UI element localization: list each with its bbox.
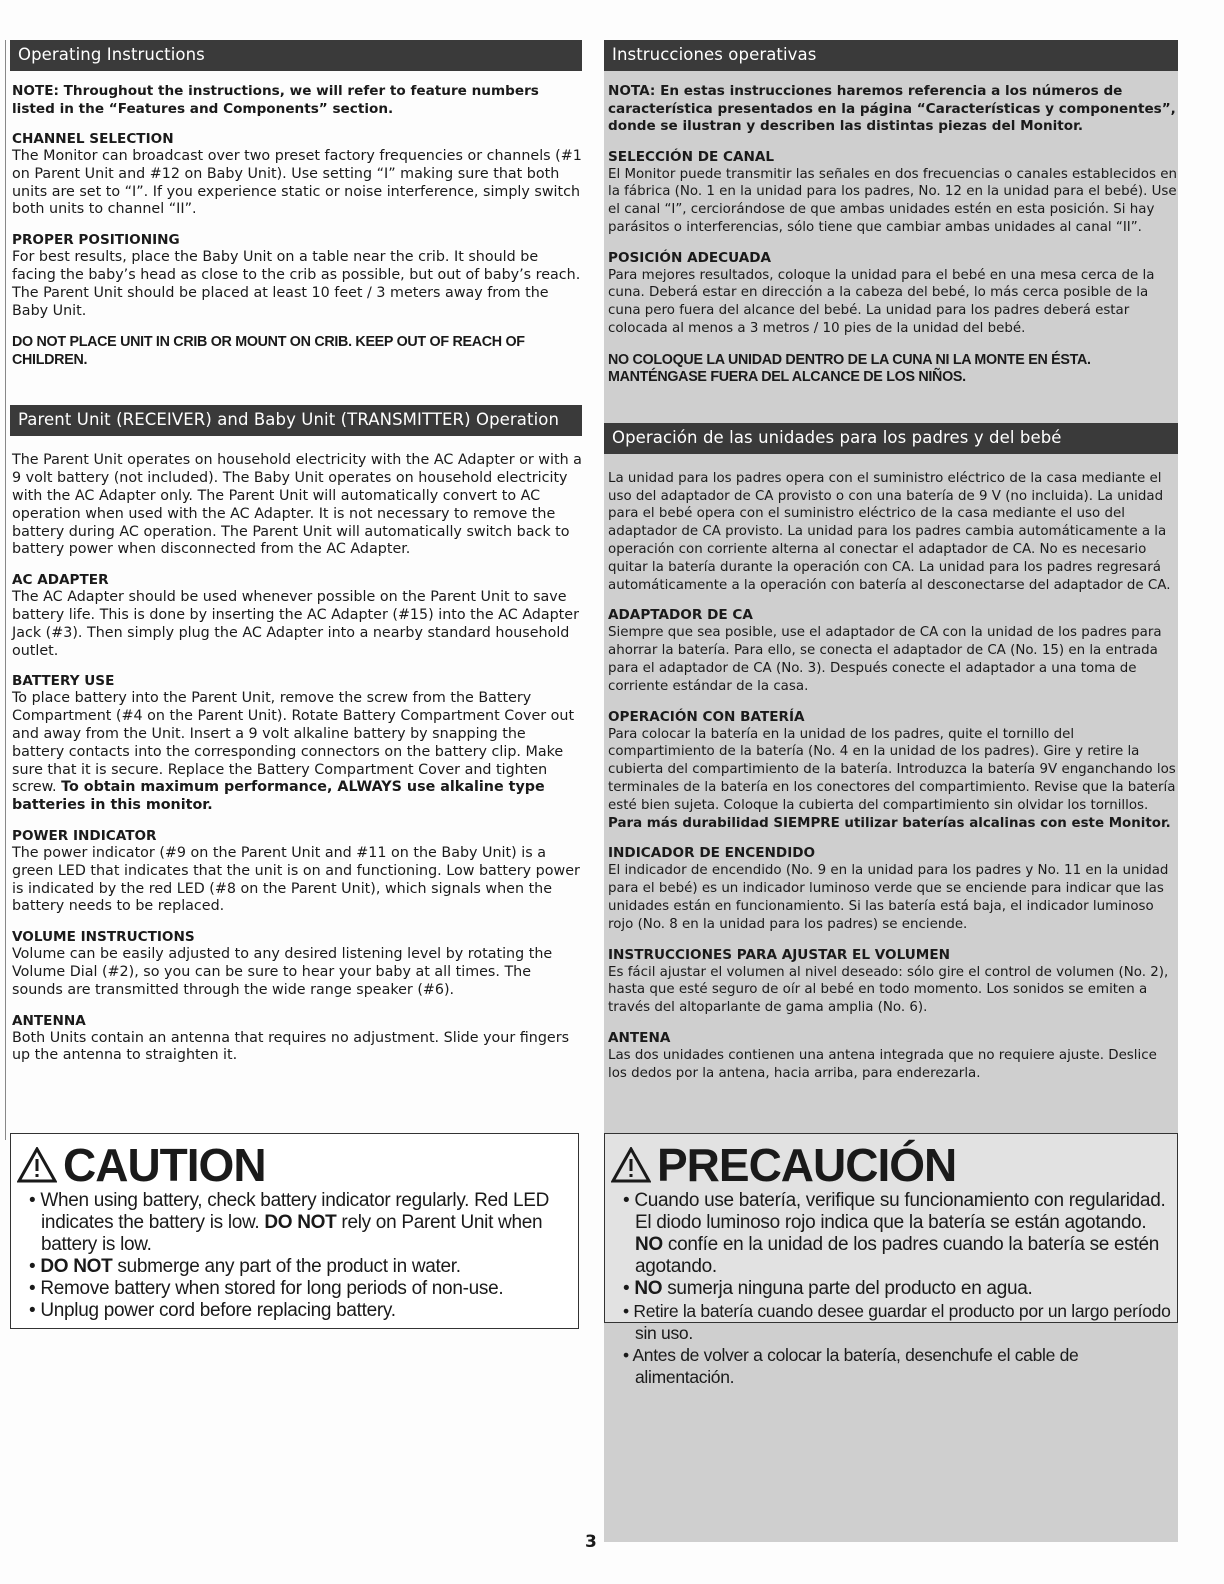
heading-positioning: PROPER POSITIONING — [12, 232, 180, 249]
section-channel — [12, 130, 582, 219]
note: NOTE: Throughout the instructions, we will refer to feature numbers listed in the “Features and Components” section. — [12, 83, 539, 117]
caution-title-text: CAUTION — [63, 1139, 266, 1191]
text-volumen: Es fácil ajustar el volumen al nivel deseado: sólo gire el control de volumen (No. 2), hasta que esté seguro de oír al bebé en todo momento. Los sonidos se emiten a través del altoparlante de gama amplia (No. 6). — [608, 964, 1169, 1016]
warning-cuna: NO COLOQUE LA UNIDAD DENTRO DE LA CUNA NI LA MONTE EN ÉSTA. MANTÉNGASE FUERA DEL ALCANCE DE LOS NIÑOS. — [608, 351, 1091, 386]
caution-item: • Remove battery when stored for long periods of non-use. — [29, 1278, 504, 1299]
caution-emphasis: NO — [634, 1278, 663, 1299]
caution-emphasis: NO — [635, 1234, 663, 1255]
caution-item: • Retire la batería cuando desee guardar el producto por un largo período sin uso. — [623, 1301, 1171, 1343]
section-antena — [608, 1029, 1178, 1083]
heading-posicion: POSICIÓN ADECUADA — [608, 249, 772, 266]
caution-text: sumerja ninguna parte del producto en agua. — [662, 1278, 1033, 1299]
caution-item: • Antes de volver a colocar la batería, desenchufe el cable de alimentación. — [623, 1345, 1079, 1387]
caution-box-es — [604, 1133, 1178, 1387]
heading-antenna: ANTENNA — [12, 1012, 86, 1029]
caution-title-en — [17, 1140, 578, 1190]
caution-text: Unplug power cord before replacing battery. — [40, 1300, 396, 1321]
section-volume — [12, 928, 582, 999]
section-ac — [12, 571, 582, 660]
warning-triangle-icon — [17, 1147, 57, 1183]
left-margin-rule — [5, 40, 6, 1140]
section-volumen — [608, 946, 1178, 1017]
caution-text: confíe en la unidad de los padres cuando la batería se estén agotando. — [635, 1234, 1160, 1277]
text-channel: The Monitor can broadcast over two preset factory frequencies or channels (#1 on Parent Unit and #12 on Baby Unit). Use setting “I” making sure that both units are set to “I”. If you experience static or noise interference, simply switch both units to channel “II”. — [12, 148, 582, 218]
caution-text: Antes de volver a colocar la batería, desenchufe el cable de alimentación. — [632, 1345, 1079, 1387]
text-operacion: La unidad para los padres opera con el suministro eléctrico de la casa mediante el uso del adaptador de CA provisto o con una batería de 9 V (no incluida). La unidad para el bebé opera con el suministro eléctrico de la casa mediante el uso del adaptador de CA provisto. La unidad para los padres cambia automáticamente a la operación con corriente alterna al conectar el adaptador de CA. No es necesario quitar la batería durante la operación con CA. La unidad para los padres regresará automáticamente a la operación con batería al desconectarse del adaptador de CA. — [608, 470, 1171, 593]
caution-item: • When using battery, check battery indicator regularly. Red LED indicates the battery is low. DO NOT rely on Parent Unit when battery is low. — [29, 1190, 550, 1255]
caution-item: • NO sumerja ninguna parte del producto en agua. — [623, 1278, 1033, 1299]
section-operacion — [608, 470, 1178, 595]
battery-text-bold: To obtain maximum performance, ALWAYS use alkaline type batteries in this monitor. — [12, 779, 545, 814]
section-battery — [12, 672, 582, 815]
heading-ac: AC ADAPTER — [12, 572, 109, 589]
bateria-text-plain: Para colocar la batería en la unidad de los padres, quite el tornillo del compartimiento de la batería (No. 4 en la unidad de los padres). Gire y retire la cubierta del compartimiento de la batería. Introduzca la batería 9V enganchando los terminales de la batería en los conectores del compartimiento. Revise que la batería esté bien sujeta. Coloque la cubierta del compartimiento sin olvidar los tornillos. — [608, 726, 1176, 813]
warning-triangle-icon — [611, 1147, 651, 1183]
caution-item: • Cuando use batería, verifique su funcionamiento con regularidad. El diodo luminoso rojo indica que la batería se están agotando. NO confíe en la unidad de los padres cuando la batería se estén agotando. — [623, 1190, 1166, 1277]
bateria-text-bold: Para más durabilidad SIEMPRE utilizar baterías alcalinas con este Monitor. — [608, 815, 1171, 831]
section-header-operation: Parent Unit (RECEIVER) and Baby Unit (TRANSMITTER) Operation — [10, 405, 582, 436]
caution-text: Remove battery when stored for long periods of non-use. — [40, 1278, 504, 1299]
heading-volumen: INSTRUCCIONES PARA AJUSTAR EL VOLUMEN — [608, 946, 950, 963]
caution-text: When using battery, check battery indicator regularly. Red LED indicates the battery is low. — [40, 1190, 550, 1233]
section-power — [12, 827, 582, 916]
caution-text: rely on Parent Unit when battery is low. — [41, 1212, 543, 1255]
text-bateria — [608, 726, 1178, 833]
battery-text-plain: To place battery into the Parent Unit, remove the screw from the Battery Compartment (#4 on the Parent Unit). Rotate Battery Compartment Cover out and away from the Unit. Insert a 9 volt alkaline battery by snapping the battery contacts into the corresponding connectors on the battery clip. Make sure that it is secure. Replace the Battery Compartment Cover and tighten screw. — [12, 690, 575, 796]
heading-battery: BATTERY USE — [12, 673, 115, 690]
section-encendido — [608, 844, 1178, 933]
section-header-operacion: Operación de las unidades para los padres y del bebé — [604, 423, 1178, 454]
heading-adaptador: ADAPTADOR DE CA — [608, 607, 753, 624]
text-antena: Las dos unidades contienen una antena integrada que no requiere ajuste. Deslice los dedos por la antena, hacia arriba, para enderezarla. — [608, 1048, 1157, 1081]
heading-encendido: INDICADOR DE ENCENDIDO — [608, 845, 816, 862]
heading-canal: SELECCIÓN DE CANAL — [608, 148, 775, 165]
text-encendido: El indicador de encendido (No. 9 en la unidad para los padres y No. 11 en la unidad para el bebé) es un indicador luminoso verde que se enciende para indicar que las unidades están en funcionamiento. Si las batería está baja, el indicador luminoso rojo (No. 8 en la unidad para los padres) se enciende. — [608, 863, 1169, 932]
caution-title-es — [611, 1140, 1177, 1190]
caution-emphasis: DO NOT — [264, 1212, 337, 1233]
caution-text: Cuando use batería, verifique su funcionamiento con regularidad. El diodo luminoso rojo indica que la batería se están agotando. — [634, 1190, 1166, 1233]
text-adaptador: Siempre que sea posible, use el adaptador de CA con la unidad de los padres para ahorrar la batería. Para ello, se conecta el adaptador de CA (No. 15) en la entrada para el adaptador de CA (No. 3). Después conecte el adaptador a una toma de corriente estándar de la casa. — [608, 625, 1162, 694]
caution-text: Retire la batería cuando desee guardar el producto por un largo período sin uso. — [633, 1301, 1171, 1343]
english-column — [10, 40, 582, 1065]
caution-title-text: PRECAUCIÓN — [657, 1139, 957, 1191]
text-posicion: Para mejores resultados, coloque la unidad para el bebé en una mesa cerca de la cuna. Deberá estar en dirección a la cabeza del bebé, lo más cerca posible de la cuna pero fuera del alcance del bebé. La unidad para los padres deberá estar colocada al menos a 3 metros / 10 pies de la unidad del bebé. — [608, 267, 1155, 337]
heading-channel: CHANNEL SELECTION — [12, 131, 174, 147]
section-antenna — [12, 1012, 582, 1066]
text-volume: Volume can be easily adjusted to any desired listening level by rotating the Volume Dial (#2), so you can be sure to hear your baby at all times. The sounds are transmitted through the wide range speaker (#6). — [12, 946, 553, 998]
section-operation — [12, 452, 582, 559]
heading-antena: ANTENA — [608, 1030, 671, 1046]
text-positioning: For best results, place the Baby Unit on a table near the crib. It should be facing the baby’s head as close to the crib as possible, but out of baby’s reach. The Parent Unit should be placed at least 10 feet / 3 meters away from the Baby Unit. — [12, 249, 581, 319]
warning-crib: DO NOT PLACE UNIT IN CRIB OR MOUNT ON CRIB. KEEP OUT OF REACH OF CHILDREN. — [12, 334, 525, 368]
heading-volume: VOLUME INSTRUCTIONS — [12, 929, 195, 946]
section-adaptador — [608, 606, 1178, 695]
text-operation: The Parent Unit operates on household electricity with the AC Adapter or with a 9 volt battery (not included). The Baby Unit operates on household electricity with the AC Adapter only. The Parent Unit will automatically convert to AC operation when used with the AC Adapter. It is not necessary to remove the battery during AC operation. The Parent Unit will automatically switch back to battery power when disconnected from the AC Adapter. — [12, 452, 582, 558]
caution-emphasis: DO NOT — [40, 1256, 113, 1277]
section-bateria — [608, 708, 1178, 833]
text-ac: The AC Adapter should be used whenever possible on the Parent Unit to save battery life. This is done by inserting the AC Adapter (#15) into the AC Adapter Jack (#3). Then simply plug the AC Adapter into a nearby standard household outlet. — [12, 589, 579, 659]
caution-item: • DO NOT submerge any part of the product in water. — [29, 1256, 461, 1277]
heading-power: POWER INDICATOR — [12, 827, 157, 844]
section-header-instrucciones: Instrucciones operativas — [604, 40, 1178, 71]
caution-text: submerge any part of the product in water. — [112, 1256, 461, 1277]
page-number: 3 — [585, 1532, 597, 1552]
text-canal: El Monitor puede transmitir las señales en dos frecuencias o canales establecidos en la fábrica (No. 1 en la unidad para los padres, No. 12 en la unidad para el bebé). Use el canal “I”, cerciorándose de que ambas unidades estén en esta posición. Si hay parásitos o interferencias, sólo tiene que cambiar ambas unidades al canal “II”. — [608, 166, 1177, 235]
section-posicion — [608, 249, 1178, 338]
caution-item: • Unplug power cord before replacing battery. — [29, 1300, 396, 1321]
section-header-operating: Operating Instructions — [10, 40, 582, 71]
text-battery — [12, 690, 582, 815]
section-canal — [608, 148, 1178, 237]
nota: NOTA: En estas instrucciones haremos referencia a los números de característica presentados en la página “Características y componentes”, donde se ilustran y describen las distintas piezas del Monitor. — [608, 83, 1176, 134]
text-antenna: Both Units contain an antenna that requires no adjustment. Slide your fingers up the antenna to straighten it. — [12, 1029, 570, 1064]
caution-box-en — [10, 1133, 579, 1329]
section-positioning — [12, 231, 582, 320]
heading-bateria: OPERACIÓN CON BATERÍA — [608, 708, 805, 725]
text-power: The power indicator (#9 on the Parent Unit and #11 on the Baby Unit) is a green LED that indicates that the unit is on and functioning. Low battery power is indicated by the red LED (#8 on the Parent Unit), which signals when the battery needs to be replaced. — [12, 844, 580, 915]
